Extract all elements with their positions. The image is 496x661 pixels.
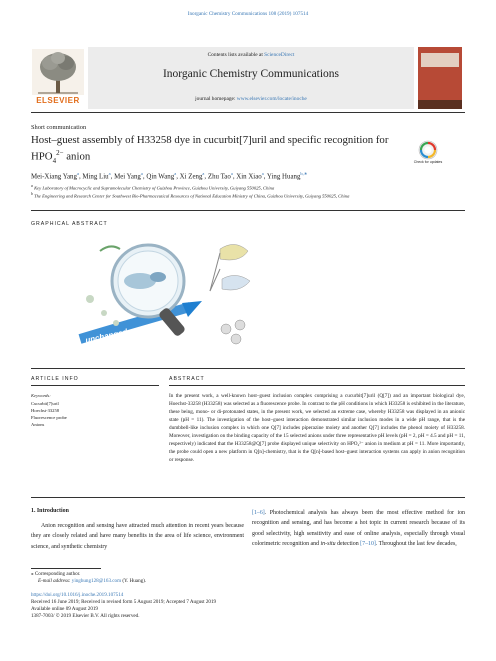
email-label: E-mail address:: [38, 578, 72, 584]
keyword-item: Cucurbit[7]uril: [31, 401, 59, 406]
sciencedirect-link[interactable]: ScienceDirect: [264, 52, 295, 58]
author-name: Ying Huang: [266, 173, 301, 181]
journal-cover-title-block: [421, 53, 459, 67]
title-rule: [31, 210, 465, 211]
graphical-abstract-heading: GRAPHICAL ABSTRACT: [31, 221, 108, 227]
author-affiliation-mark[interactable]: a: [174, 171, 177, 176]
intro-right-text: detection: [335, 540, 361, 547]
copyright: 1387-7003/ © 2019 Elsevier B.V. All rights reserved.: [31, 613, 140, 619]
article-info-heading: ARTICLE INFO: [31, 376, 79, 382]
article-info-rule: [31, 385, 159, 386]
journal-cover-strip: [418, 100, 462, 109]
journal-reference[interactable]: Inorganic Chemistry Communications 108 (2019) 107514: [187, 11, 309, 17]
author-name: Qin Wang: [146, 173, 175, 181]
introduction-heading: 1. Introduction: [31, 508, 69, 514]
header-rule: [31, 112, 465, 113]
author-name: Mei Yang: [114, 173, 141, 181]
article-title: [31, 134, 391, 168]
abstract-heading: ABSTRACT: [169, 376, 205, 382]
graphical-abstract-figure: [70, 229, 270, 357]
citation-link[interactable]: [7–10]: [360, 540, 376, 547]
author-name: Xin Xiao: [236, 173, 262, 181]
email-suffix: (Y. Huang).: [121, 578, 147, 584]
check-for-updates-label: Check for updates: [413, 160, 443, 164]
tree-icon: [32, 49, 84, 95]
author-affiliation-mark[interactable]: b,∗: [300, 171, 308, 176]
keyword-item: Hoechst-33258: [31, 408, 60, 413]
title-main: Host–guest assembly of H33258 dye in cucurbit[7]uril and specific recognition for HPO: [31, 134, 389, 163]
affiliation-b-mark: b: [31, 192, 33, 196]
email-link[interactable]: yinghung128@163.com: [71, 578, 122, 584]
journal-homepage: [88, 96, 414, 102]
abstract-text: In the present work, a well-known host–guest inclusion complex comprising a cucurbit[7]uril (Q[7]) and an important biological dye, Hoechst-33258 (H33258) was selected as a fluorescence probe. In contrast to the pH conditions in which H33258 is exhibited in the literature, these being, mono- or di-protonated states, in the present work, we selected an extreme case, whereby H33258 was displayed in an anionic state (pH = 11). The investigation of the host–guest interaction demonstrated similar inclusion modes in a wide pH range, that is the dumbbell-like inclusion complex in which one Q[7] includes piperazine moiety and another Q[7] includes the phenol moiety of H33258. Moreover, investigation on the binding capacity of the 15 selected anions under three representative pH levels (pH = 2, pH = 4.5 and pH = 11, respectively) indicated that the H33258@Q[7] probe displayed unique selectivity on HPO₄²⁻ anion in medium at pH = 11. More importantly, the probe could open a new platform in Q[n]-chemistry, that is the Q[n]-based host–guest interaction systems can apply in anion recognition or response.: [169, 393, 465, 463]
check-for-updates-button[interactable]: [418, 140, 438, 162]
author-name: Mei-Xiang Yang: [31, 173, 77, 181]
intro-right-italic: in-situ: [320, 540, 336, 547]
affiliation-b: [31, 192, 465, 199]
received-dates: Received 16 June 2019; Received in revised form 5 August 2019; Accepted 7 August 2019: [31, 599, 217, 605]
intro-right-text: . Throughout the last few decades,: [375, 540, 457, 547]
corresponding-author-note: ⁎ Corresponding author.: [31, 571, 81, 577]
abstract-bottom-rule: [31, 497, 465, 498]
available-online: Available online 09 August 2019: [31, 606, 98, 612]
author-affiliation-mark[interactable]: a: [108, 171, 111, 176]
journal-title: Inorganic Chemistry Communications: [162, 68, 340, 80]
abstract-rule: [169, 385, 465, 386]
article-type: Short communication: [31, 124, 87, 131]
author-name: Xi Zeng: [179, 173, 203, 181]
keyword-item: Fluorescence probe: [31, 415, 67, 420]
ga-rule: [31, 368, 465, 369]
check-updates-icon: [418, 140, 438, 162]
author-affiliation-mark[interactable]: a: [230, 171, 233, 176]
author-name: Zhu Tao: [207, 173, 231, 181]
author-list: Mei-Xiang Yang$^a$, Ming Liu$^a$, Mei Yang$^a$, Qin Wang$^a$, Xi Zeng$^a$, Zhu Tao$^a$, Xin Xiao$^a$, Ying Huang$^{b,∗}$: [31, 171, 308, 181]
title-end: anion: [63, 150, 91, 163]
intro-right-text: . Photochemical analysis has always been the most effective method for ion recognition and sensing, and has become a hot topic in current research because of its good selectivity, high sensitivity and ease of online analysis, especially through visual colorimetric recognition and: [252, 510, 465, 547]
author-name: Ming Liu: [82, 173, 109, 181]
affiliation-a: [31, 184, 465, 191]
affiliation-a-mark: a: [31, 184, 33, 188]
publisher-name: ELSEVIER: [36, 96, 80, 105]
author-affiliation-mark[interactable]: a: [76, 171, 79, 176]
keyword-item: Anions: [31, 422, 45, 427]
intro-right-column: [252, 508, 465, 549]
title-subscript: 4: [52, 156, 57, 165]
author-affiliation-mark[interactable]: a: [140, 171, 143, 176]
author-affiliation-mark[interactable]: a: [202, 171, 205, 176]
affiliation-a-text: Key Laboratory of Macrocyclic and Supramolecular Chemistry of Guizhou Province, Guizhou University, Guiyang 550025, China: [34, 185, 275, 191]
affiliation-b-text: The Engineering and Research Center for Southwest Bio-Pharmaceutical Resources of National Education Ministry of China, Guizhou University, Guiyang 550025, China: [34, 193, 350, 199]
homepage-link[interactable]: www.elsevier.com/locate/inoche: [236, 96, 307, 102]
title-superscript: 2−: [56, 149, 64, 157]
contents-prefix: Contents lists available at: [207, 52, 265, 58]
author-affiliation-mark[interactable]: a: [261, 171, 264, 176]
intro-left-column: Anion recognition and sensing have attracted much attention in recent years because they are closely related and have many benefits in the area of life science, environment science, and synthetic chemistry: [31, 523, 244, 550]
doi-link[interactable]: https://doi.org/10.1016/j.inoche.2019.107514: [31, 592, 124, 598]
contents-line: [88, 52, 414, 58]
homepage-prefix: journal homepage:: [195, 96, 237, 102]
keywords-label: Keywords:: [31, 393, 51, 398]
citation-link[interactable]: [1–6]: [252, 510, 265, 516]
footnote-rule: [31, 568, 101, 569]
email-note: [38, 578, 146, 584]
graphical-abstract-label: unchanged: [84, 327, 129, 345]
